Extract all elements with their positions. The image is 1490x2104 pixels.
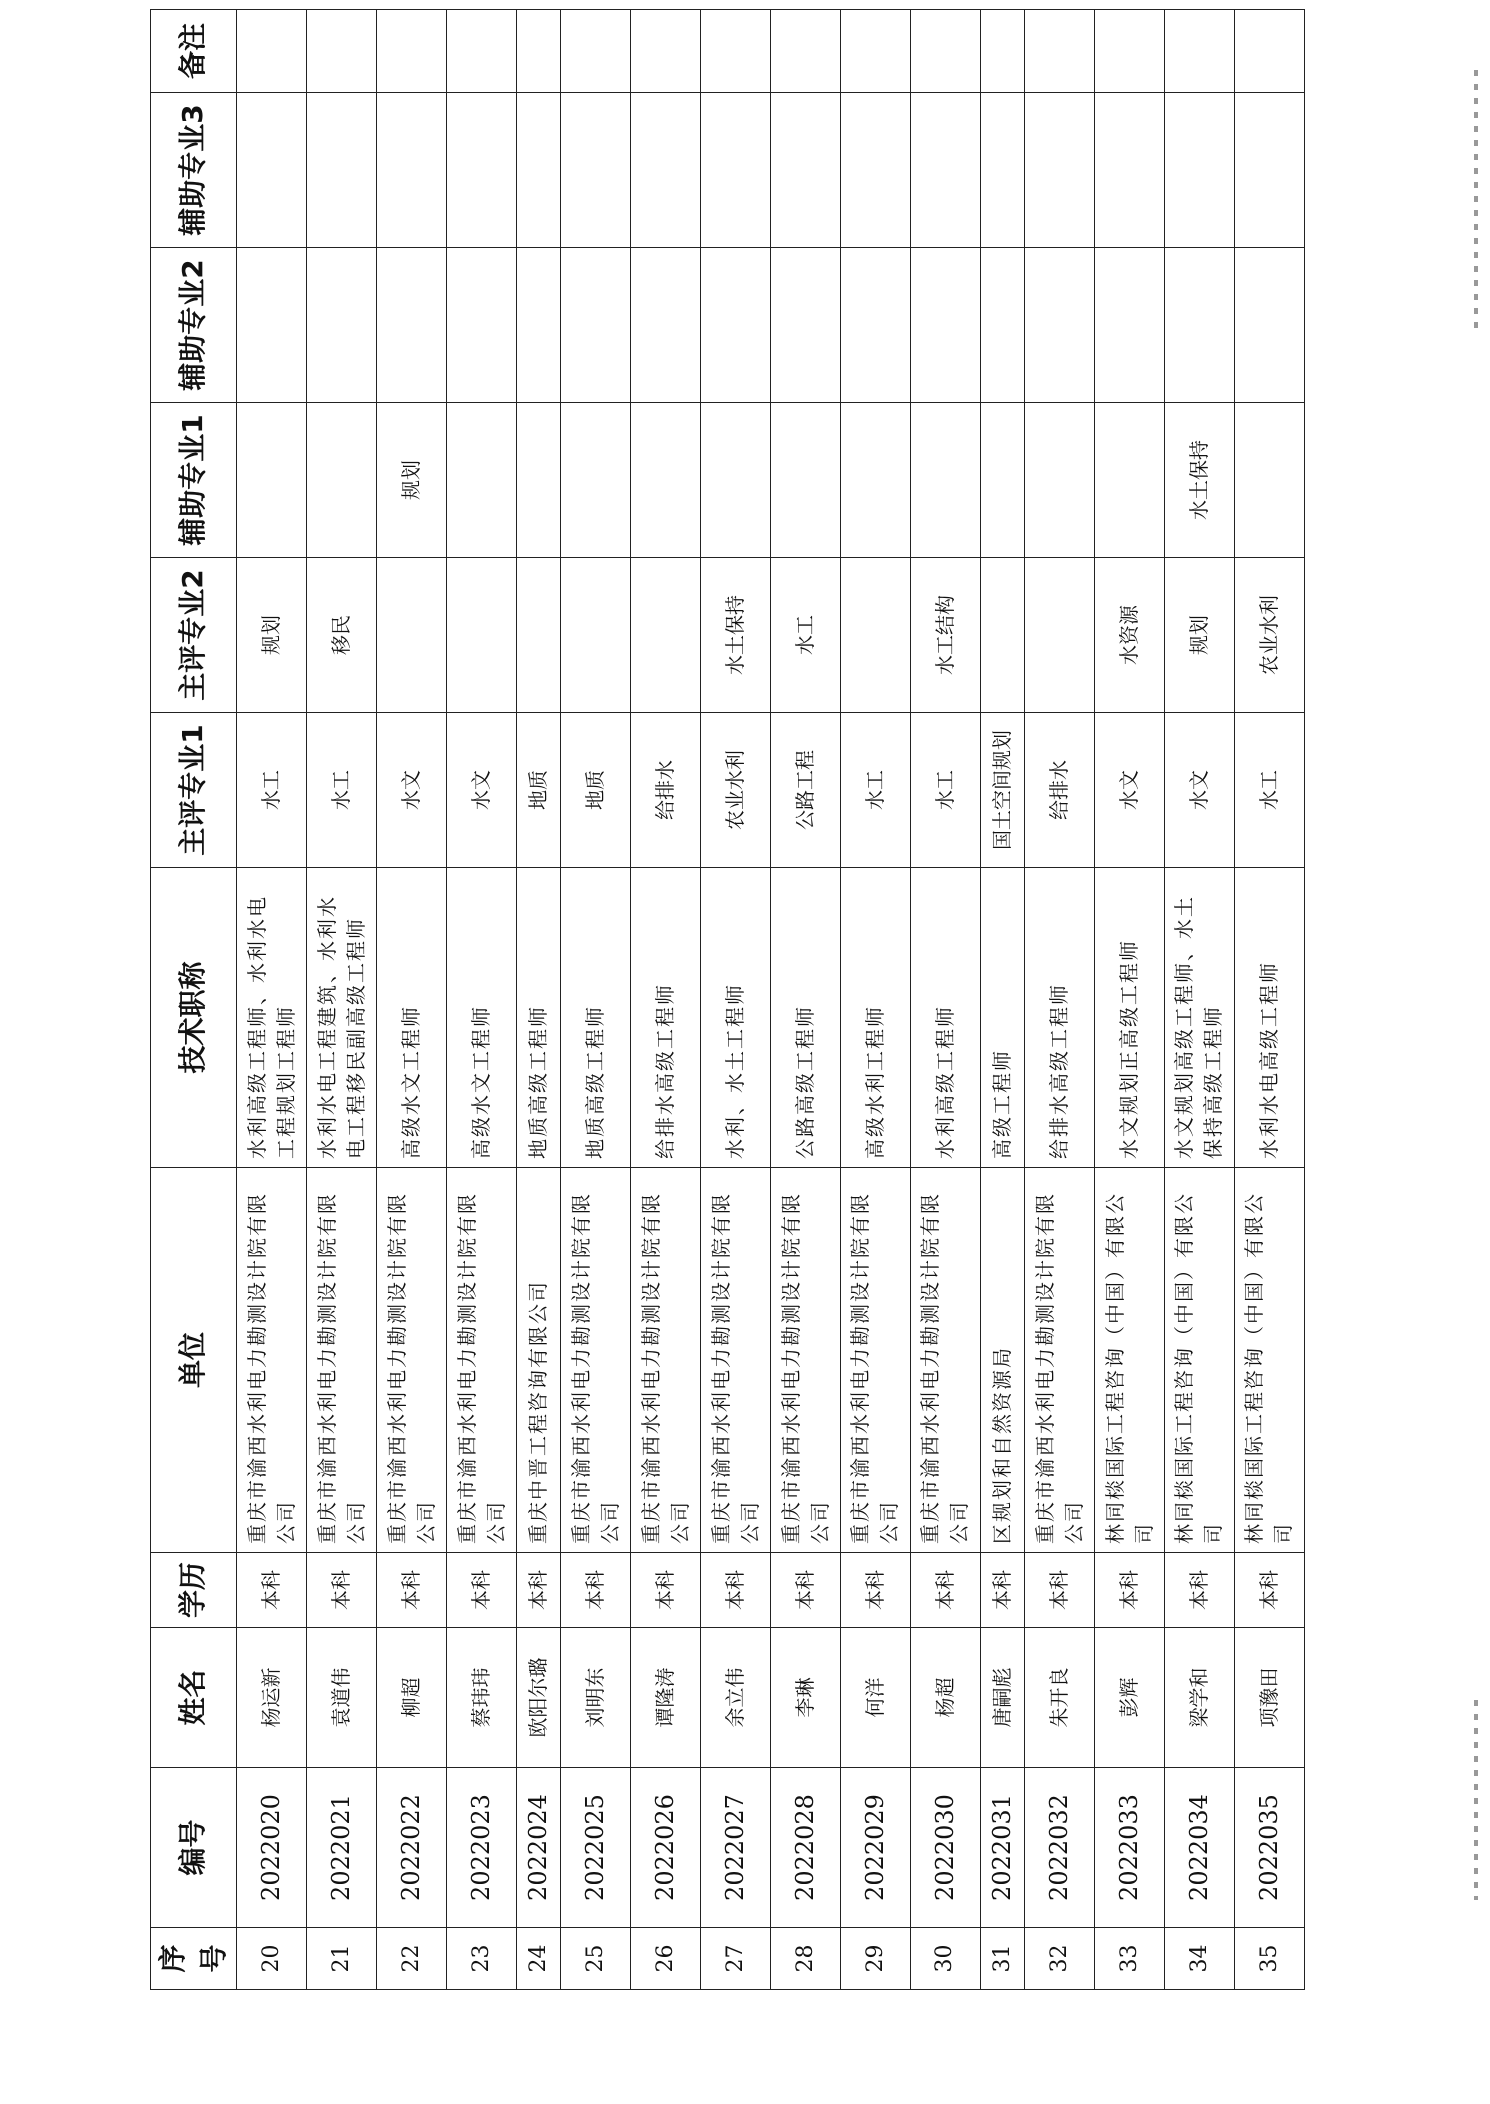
unit-cell: 重庆市渝西水利电力勘测设计院有限公司: [1025, 1168, 1095, 1553]
main1-cell: 给排水: [631, 713, 701, 868]
aux2-cell: [237, 248, 307, 403]
header-col-note: 备注: [151, 10, 237, 93]
aux1-cell: [771, 403, 841, 558]
aux3-cell: [1234, 93, 1304, 248]
id-cell: 2022022: [377, 1768, 447, 1928]
name-cell: 谭隆涛: [631, 1628, 701, 1768]
title-cell: 给排水高级工程师: [1025, 868, 1095, 1168]
aux1-cell: [910, 403, 980, 558]
main2-cell: [517, 558, 561, 713]
aux2-cell: [701, 248, 771, 403]
note-cell: [1165, 10, 1235, 93]
seq-cell: 23: [447, 1928, 517, 1990]
name-cell: 杨运新: [237, 1628, 307, 1768]
id-cell: 2022030: [910, 1768, 980, 1928]
note-cell: [237, 10, 307, 93]
title-cell: 高级水文工程师: [377, 868, 447, 1168]
aux1-cell: [561, 403, 631, 558]
aux3-cell: [237, 93, 307, 248]
unit-cell: 重庆市渝西水利电力勘测设计院有限公司: [447, 1168, 517, 1553]
main2-cell: [980, 558, 1024, 713]
table-row: [701, 10, 771, 1990]
main2-cell: [377, 558, 447, 713]
main2-cell: 规划: [1165, 558, 1235, 713]
scan-edge-mark: [1474, 1700, 1478, 1900]
main1-cell: 水工: [307, 713, 377, 868]
aux2-cell: [980, 248, 1024, 403]
table-row: [980, 10, 1024, 1990]
note-cell: [1234, 10, 1304, 93]
name-cell: 杨超: [910, 1628, 980, 1768]
aux3-cell: [561, 93, 631, 248]
aux1-cell: [701, 403, 771, 558]
table-row: [237, 10, 307, 1990]
name-cell: 梁学和: [1165, 1628, 1235, 1768]
id-cell: 2022035: [1234, 1768, 1304, 1928]
main1-cell: 国土空间规划: [980, 713, 1024, 868]
table-row: [1025, 10, 1095, 1990]
unit-cell: 重庆市渝西水利电力勘测设计院有限公司: [771, 1168, 841, 1553]
note-cell: [1095, 10, 1165, 93]
edu-cell: 本科: [771, 1553, 841, 1628]
aux2-cell: [1095, 248, 1165, 403]
title-cell: 高级水文工程师: [447, 868, 517, 1168]
unit-cell: 林同棪国际工程咨询（中国）有限公司: [1165, 1168, 1235, 1553]
aux2-cell: [841, 248, 911, 403]
seq-cell: 29: [841, 1928, 911, 1990]
edu-cell: 本科: [631, 1553, 701, 1628]
unit-cell: 区规划和自然资源局: [980, 1168, 1024, 1553]
table-row: [1234, 10, 1304, 1990]
note-cell: [307, 10, 377, 93]
id-cell: 2022033: [1095, 1768, 1165, 1928]
seq-cell: 26: [631, 1928, 701, 1990]
aux2-cell: [1234, 248, 1304, 403]
id-cell: 2022034: [1165, 1768, 1235, 1928]
main1-cell: 给排水: [1025, 713, 1095, 868]
aux3-cell: [1165, 93, 1235, 248]
aux2-cell: [517, 248, 561, 403]
id-cell: 2022020: [237, 1768, 307, 1928]
main2-cell: 移民: [307, 558, 377, 713]
aux3-cell: [910, 93, 980, 248]
main2-cell: [841, 558, 911, 713]
note-cell: [980, 10, 1024, 93]
unit-cell: 林同棪国际工程咨询（中国）有限公司: [1095, 1168, 1165, 1553]
header-col-name: 姓名: [151, 1628, 237, 1768]
edu-cell: 本科: [517, 1553, 561, 1628]
table-row: [447, 10, 517, 1990]
main2-cell: [631, 558, 701, 713]
id-cell: 2022027: [701, 1768, 771, 1928]
seq-cell: 20: [237, 1928, 307, 1990]
title-cell: 地质高级工程师: [561, 868, 631, 1168]
unit-cell: 林同棪国际工程咨询（中国）有限公司: [1234, 1168, 1304, 1553]
header-col-main1: 主评专业1: [151, 713, 237, 868]
main1-cell: 水工: [841, 713, 911, 868]
edu-cell: 本科: [1025, 1553, 1095, 1628]
note-cell: [377, 10, 447, 93]
aux1-cell: [237, 403, 307, 558]
edu-cell: 本科: [447, 1553, 517, 1628]
name-cell: 蔡玮玮: [447, 1628, 517, 1768]
id-cell: 2022029: [841, 1768, 911, 1928]
title-cell: 高级水利工程师: [841, 868, 911, 1168]
name-cell: 彭辉: [1095, 1628, 1165, 1768]
unit-cell: 重庆市渝西水利电力勘测设计院有限公司: [237, 1168, 307, 1553]
seq-cell: 21: [307, 1928, 377, 1990]
id-cell: 2022021: [307, 1768, 377, 1928]
seq-cell: 28: [771, 1928, 841, 1990]
expert-list-table: [150, 9, 1305, 1990]
aux1-cell: 水土保持: [1165, 403, 1235, 558]
table-body: [237, 10, 1305, 1990]
table-row: [377, 10, 447, 1990]
edu-cell: 本科: [307, 1553, 377, 1628]
id-cell: 2022028: [771, 1768, 841, 1928]
main2-cell: 水资源: [1095, 558, 1165, 713]
rotated-table-wrapper: [150, 23, 1305, 1990]
edu-cell: 本科: [377, 1553, 447, 1628]
header-col-edu: 学历: [151, 1553, 237, 1628]
name-cell: 何洋: [841, 1628, 911, 1768]
unit-cell: 重庆市渝西水利电力勘测设计院有限公司: [561, 1168, 631, 1553]
aux1-cell: [447, 403, 517, 558]
id-cell: 2022025: [561, 1768, 631, 1928]
edu-cell: 本科: [701, 1553, 771, 1628]
name-cell: 欧阳尔璐: [517, 1628, 561, 1768]
edu-cell: 本科: [980, 1553, 1024, 1628]
table-row: [307, 10, 377, 1990]
seq-cell: 22: [377, 1928, 447, 1990]
seq-cell: 32: [1025, 1928, 1095, 1990]
edu-cell: 本科: [561, 1553, 631, 1628]
aux2-cell: [631, 248, 701, 403]
edu-cell: 本科: [1165, 1553, 1235, 1628]
aux1-cell: [631, 403, 701, 558]
main1-cell: 水文: [1165, 713, 1235, 868]
name-cell: 柳超: [377, 1628, 447, 1768]
note-cell: [841, 10, 911, 93]
aux2-cell: [447, 248, 517, 403]
aux2-cell: [561, 248, 631, 403]
title-cell: 水利高级工程师、水利水电工程规划工程师: [237, 868, 307, 1168]
id-cell: 2022032: [1025, 1768, 1095, 1928]
edu-cell: 本科: [1234, 1553, 1304, 1628]
title-cell: 地质高级工程师: [517, 868, 561, 1168]
title-cell: 公路高级工程师: [771, 868, 841, 1168]
aux1-cell: [1095, 403, 1165, 558]
table-row: [1095, 10, 1165, 1990]
note-cell: [910, 10, 980, 93]
aux3-cell: [447, 93, 517, 248]
main1-cell: 水工: [910, 713, 980, 868]
edu-cell: 本科: [1095, 1553, 1165, 1628]
aux3-cell: [701, 93, 771, 248]
unit-cell: 重庆市渝西水利电力勘测设计院有限公司: [307, 1168, 377, 1553]
aux3-cell: [980, 93, 1024, 248]
main2-cell: 农业水利: [1234, 558, 1304, 713]
aux3-cell: [771, 93, 841, 248]
unit-cell: 重庆市渝西水利电力勘测设计院有限公司: [910, 1168, 980, 1553]
aux2-cell: [1025, 248, 1095, 403]
name-cell: 朱开良: [1025, 1628, 1095, 1768]
main1-cell: 水文: [447, 713, 517, 868]
seq-cell: 27: [701, 1928, 771, 1990]
main1-cell: 农业水利: [701, 713, 771, 868]
aux2-cell: [910, 248, 980, 403]
seq-cell: 30: [910, 1928, 980, 1990]
aux2-cell: [771, 248, 841, 403]
scan-edge-mark: [1474, 70, 1478, 330]
aux3-cell: [517, 93, 561, 248]
table-row: [517, 10, 561, 1990]
seq-cell: 34: [1165, 1928, 1235, 1990]
unit-cell: 重庆市渝西水利电力勘测设计院有限公司: [631, 1168, 701, 1553]
aux3-cell: [377, 93, 447, 248]
aux1-cell: [307, 403, 377, 558]
name-cell: 唐嗣彪: [980, 1628, 1024, 1768]
unit-cell: 重庆市渝西水利电力勘测设计院有限公司: [701, 1168, 771, 1553]
note-cell: [561, 10, 631, 93]
title-cell: 高级工程师: [980, 868, 1024, 1168]
seq-cell: 35: [1234, 1928, 1304, 1990]
main1-cell: 水文: [377, 713, 447, 868]
header-col-aux3: 辅助专业3: [151, 93, 237, 248]
main1-cell: 地质: [561, 713, 631, 868]
seq-cell: 25: [561, 1928, 631, 1990]
table-row: [841, 10, 911, 1990]
header-col-title: 技术职称: [151, 868, 237, 1168]
main2-cell: 水工: [771, 558, 841, 713]
aux3-cell: [307, 93, 377, 248]
name-cell: 项豫田: [1234, 1628, 1304, 1768]
aux1-cell: [1234, 403, 1304, 558]
header-row: [151, 10, 237, 1990]
id-cell: 2022024: [517, 1768, 561, 1928]
main1-cell: 水工: [237, 713, 307, 868]
aux1-cell: [980, 403, 1024, 558]
main1-cell: 地质: [517, 713, 561, 868]
title-cell: 水利、水土工程师: [701, 868, 771, 1168]
header-col-aux2: 辅助专业2: [151, 248, 237, 403]
main1-cell: 公路工程: [771, 713, 841, 868]
aux2-cell: [307, 248, 377, 403]
unit-cell: 重庆中晋工程咨询有限公司: [517, 1168, 561, 1553]
note-cell: [631, 10, 701, 93]
aux1-cell: [1025, 403, 1095, 558]
title-cell: 水文规划高级工程师、水土保持高级工程师: [1165, 868, 1235, 1168]
id-cell: 2022023: [447, 1768, 517, 1928]
edu-cell: 本科: [910, 1553, 980, 1628]
header-col-seq: 序号: [151, 1928, 237, 1990]
unit-cell: 重庆市渝西水利电力勘测设计院有限公司: [841, 1168, 911, 1553]
header-col-main2: 主评专业2: [151, 558, 237, 713]
title-cell: 给排水高级工程师: [631, 868, 701, 1168]
main2-cell: [447, 558, 517, 713]
main1-cell: 水工: [1234, 713, 1304, 868]
main2-cell: 水工结构: [910, 558, 980, 713]
title-cell: 水文规划正高级工程师: [1095, 868, 1165, 1168]
main1-cell: 水文: [1095, 713, 1165, 868]
edu-cell: 本科: [237, 1553, 307, 1628]
aux1-cell: 规划: [377, 403, 447, 558]
name-cell: 李琳: [771, 1628, 841, 1768]
id-cell: 2022026: [631, 1768, 701, 1928]
title-cell: 水利水电工程建筑、水利水电工程移民副高级工程师: [307, 868, 377, 1168]
table-row: [561, 10, 631, 1990]
seq-cell: 24: [517, 1928, 561, 1990]
name-cell: 袁道伟: [307, 1628, 377, 1768]
table-row: [771, 10, 841, 1990]
name-cell: 刘明东: [561, 1628, 631, 1768]
aux3-cell: [1025, 93, 1095, 248]
note-cell: [701, 10, 771, 93]
title-cell: 水利高级工程师: [910, 868, 980, 1168]
aux2-cell: [377, 248, 447, 403]
table-row: [1165, 10, 1235, 1990]
header-col-unit: 单位: [151, 1168, 237, 1553]
aux3-cell: [841, 93, 911, 248]
aux3-cell: [631, 93, 701, 248]
note-cell: [447, 10, 517, 93]
table-row: [910, 10, 980, 1990]
aux1-cell: [517, 403, 561, 558]
title-cell: 水利水电高级工程师: [1234, 868, 1304, 1168]
aux3-cell: [1095, 93, 1165, 248]
note-cell: [1025, 10, 1095, 93]
seq-cell: 31: [980, 1928, 1024, 1990]
main2-cell: [1025, 558, 1095, 713]
main2-cell: 水土保持: [701, 558, 771, 713]
id-cell: 2022031: [980, 1768, 1024, 1928]
table-row: [631, 10, 701, 1990]
unit-cell: 重庆市渝西水利电力勘测设计院有限公司: [377, 1168, 447, 1553]
header-col-id: 编号: [151, 1768, 237, 1928]
header-col-aux1: 辅助专业1: [151, 403, 237, 558]
seq-cell: 33: [1095, 1928, 1165, 1990]
name-cell: 余立伟: [701, 1628, 771, 1768]
aux1-cell: [841, 403, 911, 558]
main2-cell: [561, 558, 631, 713]
edu-cell: 本科: [841, 1553, 911, 1628]
main2-cell: 规划: [237, 558, 307, 713]
note-cell: [517, 10, 561, 93]
note-cell: [771, 10, 841, 93]
aux2-cell: [1165, 248, 1235, 403]
